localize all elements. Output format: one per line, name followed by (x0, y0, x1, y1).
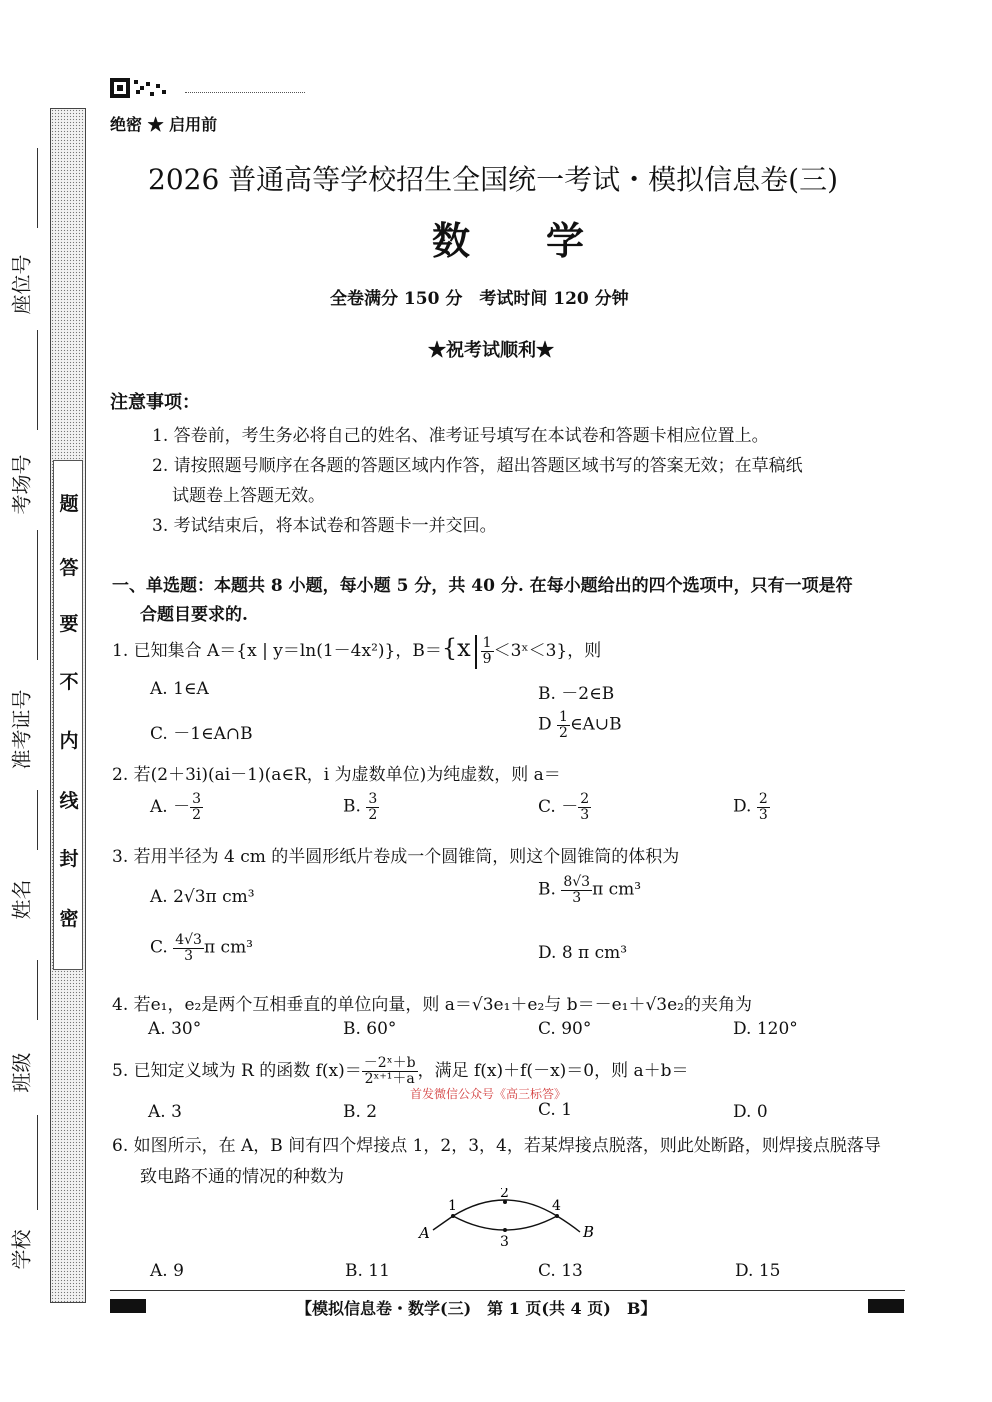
joint-4-label: 4 (552, 1198, 561, 1214)
seal-char: 封 (59, 848, 79, 870)
seat-number-label: 座位号 (9, 254, 34, 315)
q2-option-a[interactable]: A. － $\frac{3}{2}$ (150, 791, 202, 823)
q2-option-d[interactable]: D. $\frac{2}{3}$ (733, 791, 768, 823)
q4-option-c[interactable]: C. 90° (538, 1019, 592, 1039)
footer-mark-left (110, 1299, 146, 1313)
q6-option-d[interactable]: D. 15 (735, 1261, 781, 1281)
margin-line-5 (37, 960, 38, 1020)
notice-item-2: 2. 请按照题号顺序在各题的答题区域内作答，超出答题区域书写的答案无效；在草稿纸 (152, 456, 803, 476)
q4-option-d[interactable]: D. 120° (733, 1019, 798, 1039)
class-label: 班级 (9, 1052, 34, 1093)
question-2-stem: 2. 若(2＋3i)(ai－1)(a∈R，i 为虚数单位)为纯虚数，则 a＝ (112, 765, 561, 785)
q1-setb-right: ＜3ˣ＜3}，则 (493, 641, 602, 661)
seal-char: 线 (59, 790, 79, 812)
seal-char: 密 (59, 908, 79, 930)
question-6-stem-cont: 致电路不通的情况的种数为 (140, 1167, 344, 1187)
q6-option-c[interactable]: C. 13 (538, 1261, 583, 1281)
qr-code-icon (110, 78, 170, 100)
footer-mark-right (868, 1299, 904, 1313)
admission-number-label: 准考证号 (9, 689, 34, 770)
school-label: 学校 (9, 1229, 34, 1270)
subject-title: 数 学 (432, 218, 585, 263)
margin-line-1 (37, 148, 38, 228)
seal-char: 内 (59, 730, 79, 752)
question-5-stem: 5. 已知定义域为 R 的函数 f(x)＝ $\frac{\text{－2ˣ＋b}}{\text{2ˣ⁺¹＋a}}$ ，满足 f(x)＋f(－x)＝0，则 a＋b＝ (112, 1055, 689, 1087)
q1-option-a[interactable]: A. 1∈A (150, 679, 209, 699)
q2-option-c[interactable]: C. － $\frac{2}{3}$ (538, 791, 590, 823)
exam-room-label: 考场号 (9, 454, 34, 515)
q2-option-b[interactable]: B. $\frac{3}{2}$ (343, 791, 378, 823)
seal-char: 题 (59, 493, 79, 515)
section-1-heading: 一、单选题：本题共 8 小题，每小题 5 分，共 40 分. 在每小题给出的四个选项中，只有一项是符 (112, 576, 853, 596)
question-4-stem: 4. 若e₁，e₂是两个互相垂直的单位向量，则 a＝√3e₁＋e₂与 b＝－e₁＋√3e₂的夹角为 (112, 995, 752, 1015)
secret-mark: 绝密 ★ 启用前 (110, 115, 218, 134)
margin-line-4 (37, 790, 38, 850)
circuit-svg (415, 1188, 605, 1250)
exam-title: 2026 普通高等学校招生全国统一考试・模拟信息卷(三) (148, 163, 839, 196)
q1-option-b[interactable]: B. －2∈B (538, 684, 615, 704)
exam-meta: 全卷满分 150 分 考试时间 120 分钟 (330, 289, 629, 309)
q5-option-b[interactable]: B. 2 (343, 1102, 378, 1122)
joint-1-label: 1 (448, 1198, 457, 1214)
circuit-diagram (415, 1188, 605, 1250)
q4-option-a[interactable]: A. 30° (148, 1019, 202, 1039)
seal-char: 答 (59, 557, 79, 579)
q1-fraction: $\frac{1}{9}$ (482, 635, 492, 667)
footer-rule (110, 1290, 905, 1291)
notice-title: 注意事项： (110, 392, 200, 413)
top-dotted-line (185, 92, 305, 93)
margin-line-3 (37, 530, 38, 660)
q5-option-d[interactable]: D. 0 (733, 1102, 768, 1122)
margin-line-6 (37, 1115, 38, 1210)
joint-2-label: 2 (500, 1188, 509, 1201)
question-6-stem: 6. 如图所示，在 A，B 间有四个焊接点 1，2，3，4，若某焊接点脱落，则此处断路，则焊接点脱落导 (112, 1136, 881, 1156)
q5-option-c[interactable]: C. 1 (538, 1100, 573, 1120)
q3-option-d[interactable]: D. 8 π cm³ (538, 943, 628, 963)
point-b-label: B (583, 1223, 595, 1241)
question-1-stem (112, 628, 601, 671)
q1-bar (475, 635, 477, 669)
q6-option-a[interactable]: A. 9 (150, 1261, 184, 1281)
footer-text: 【模拟信息卷・数学(三) 第 1 页(共 4 页) B】 (296, 1299, 657, 1318)
joint-3-label: 3 (500, 1234, 509, 1250)
q4-option-b[interactable]: B. 60° (343, 1019, 397, 1039)
notice-item-1: 1. 答卷前，考生务必将自己的姓名、准考证号填写在本试卷和答题卡相应位置上。 (152, 426, 769, 446)
section-1-heading-cont: 合题目要求的. (140, 605, 248, 625)
question-3-stem: 3. 若用半径为 4 cm 的半圆形纸片卷成一个圆锥筒，则这个圆锥筒的体积为 (112, 847, 680, 867)
q3-option-a[interactable]: A. 2√3π cm³ (150, 887, 255, 907)
notice-item-3: 3. 考试结束后，将本试卷和答题卡一并交回。 (152, 516, 497, 536)
q3-option-c[interactable]: C. $\frac{4√3}{3}$ π cm³ (150, 932, 254, 964)
notice-item-2-cont: 试题卷上答题无效。 (172, 486, 325, 506)
watermark-text: 首发微信公众号《高三标答》 (410, 1087, 567, 1101)
name-label: 姓名 (9, 879, 34, 920)
seal-warning-box (53, 460, 83, 970)
margin-line-2 (37, 330, 38, 430)
good-luck-text: ★祝考试顺利★ (428, 340, 554, 361)
seal-char: 要 (59, 613, 79, 635)
q1-stem-text: 1. 已知集合 A＝{x | y＝ln(1－4x²)}，B＝ (112, 641, 442, 661)
q5-option-a[interactable]: A. 3 (148, 1102, 182, 1122)
q3-option-b[interactable]: B. $\frac{8√3}{3}$ π cm³ (538, 874, 642, 906)
q1-option-d[interactable]: D $\frac{1}{2}$ ∈A∪B (538, 709, 622, 741)
q1-setb-left: {x (441, 634, 471, 662)
q1-option-c[interactable]: C. －1∈A∩B (150, 724, 253, 744)
seal-char: 不 (59, 671, 79, 693)
q6-option-b[interactable]: B. 11 (345, 1261, 390, 1281)
point-a-label: A (419, 1224, 430, 1242)
